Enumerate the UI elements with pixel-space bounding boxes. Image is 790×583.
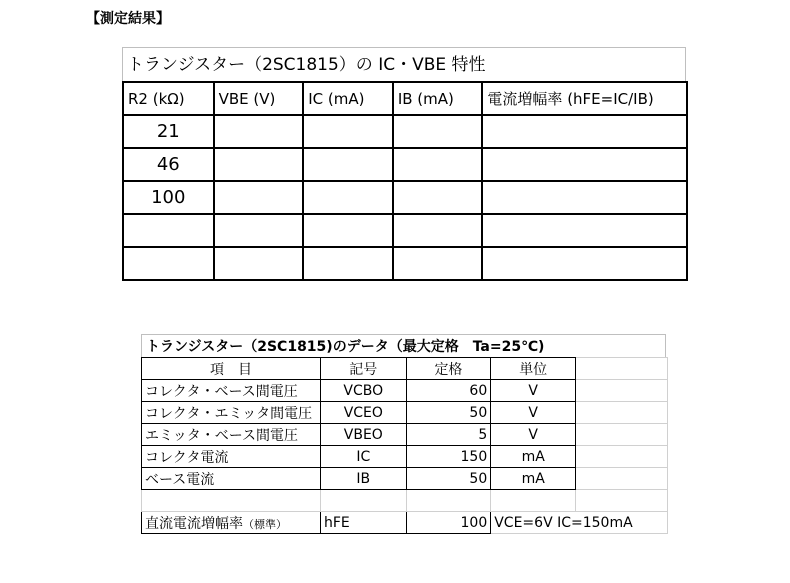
column-header: 単位 <box>491 358 576 380</box>
column-header: 定格 <box>406 358 491 380</box>
ic-cell[interactable] <box>303 148 393 181</box>
item-cell: コレクタ・ベース間電圧 <box>142 380 321 402</box>
ib-cell[interactable] <box>393 181 483 214</box>
column-header: IB (mA) <box>393 82 483 115</box>
item-cell: エミッタ・ベース間電圧 <box>142 424 321 446</box>
symbol-cell: hFE <box>320 512 406 534</box>
rating-cell: 100 <box>406 512 491 534</box>
rating-cell: 60 <box>406 380 491 402</box>
ic-cell[interactable] <box>303 214 393 247</box>
table2-header-row <box>142 358 668 380</box>
ib-cell[interactable] <box>393 115 483 148</box>
unit-cell: mA <box>491 468 576 490</box>
ic-cell[interactable] <box>303 247 393 280</box>
ib-cell[interactable] <box>393 148 483 181</box>
item-cell <box>142 512 321 534</box>
table-row <box>142 380 668 402</box>
table-row <box>123 115 687 148</box>
vbe-cell[interactable] <box>214 148 304 181</box>
empty-cell <box>576 468 668 490</box>
table1-header-row <box>123 82 687 115</box>
r2-value-cell[interactable] <box>123 214 214 247</box>
table1-title: トランジスター（2SC1815）の IC・VBE 特性 <box>122 47 686 81</box>
column-header: VBE (V) <box>214 82 304 115</box>
unit-cell: V <box>491 380 576 402</box>
condition-cell: VCE=6V IC=150mA <box>491 512 668 534</box>
vbe-cell[interactable] <box>214 181 304 214</box>
table-row <box>142 424 668 446</box>
table-row <box>123 148 687 181</box>
empty-cell <box>142 490 321 512</box>
ib-cell[interactable] <box>393 247 483 280</box>
column-header: IC (mA) <box>303 82 393 115</box>
table-row <box>142 512 668 534</box>
column-header: R2 (kΩ) <box>123 82 214 115</box>
spacer-row <box>142 490 668 512</box>
symbol-cell: VBEO <box>320 424 406 446</box>
empty-cell <box>576 380 668 402</box>
table1-grid <box>122 81 688 281</box>
table2-grid <box>141 357 668 534</box>
hfe-cell[interactable] <box>482 148 687 181</box>
vbe-cell[interactable] <box>214 115 304 148</box>
rating-cell: 150 <box>406 446 491 468</box>
transistor-characteristics-table <box>122 47 688 295</box>
empty-cell <box>491 490 576 512</box>
empty-cell <box>576 424 668 446</box>
r2-value-cell: 21 <box>123 115 214 148</box>
ic-cell[interactable] <box>303 181 393 214</box>
vbe-cell[interactable] <box>214 247 304 280</box>
ib-cell[interactable] <box>393 214 483 247</box>
r2-value-cell: 100 <box>123 181 214 214</box>
section-heading: 【測定結果】 <box>86 11 170 27</box>
empty-cell <box>320 490 406 512</box>
symbol-cell: VCEO <box>320 402 406 424</box>
hfe-cell[interactable] <box>482 115 687 148</box>
unit-cell: mA <box>491 446 576 468</box>
gain-item-label: 直流電流増幅率 <box>145 515 243 532</box>
r2-value-cell: 46 <box>123 148 214 181</box>
unit-cell: V <box>491 424 576 446</box>
column-header: 項 目 <box>142 358 321 380</box>
symbol-cell: IC <box>320 446 406 468</box>
item-cell: ベース電流 <box>142 468 321 490</box>
ic-cell[interactable] <box>303 115 393 148</box>
hfe-cell[interactable] <box>482 181 687 214</box>
gain-item-note: （標準） <box>243 517 287 531</box>
hfe-cell[interactable] <box>482 247 687 280</box>
item-cell: コレクタ電流 <box>142 446 321 468</box>
column-header: 記号 <box>320 358 406 380</box>
rating-cell: 5 <box>406 424 491 446</box>
table2-title: トランジスター（2SC1815)のデータ（最大定格 Ta=25℃) <box>141 334 666 357</box>
empty-cell <box>406 490 491 512</box>
table-row <box>142 446 668 468</box>
table-row <box>123 247 687 280</box>
column-header: 電流増幅率 (hFE=IC/IB) <box>482 82 687 115</box>
vbe-cell[interactable] <box>214 214 304 247</box>
table-row <box>142 402 668 424</box>
symbol-cell: VCBO <box>320 380 406 402</box>
table-row <box>142 468 668 490</box>
unit-cell: V <box>491 402 576 424</box>
rating-cell: 50 <box>406 468 491 490</box>
rating-cell: 50 <box>406 402 491 424</box>
empty-cell <box>576 358 668 380</box>
r2-value-cell[interactable] <box>123 247 214 280</box>
symbol-cell: IB <box>320 468 406 490</box>
empty-cell <box>576 446 668 468</box>
table-row <box>123 181 687 214</box>
empty-cell <box>576 402 668 424</box>
empty-cell <box>576 490 668 512</box>
item-cell: コレクタ・エミッタ間電圧 <box>142 402 321 424</box>
hfe-cell[interactable] <box>482 214 687 247</box>
table-row <box>123 214 687 247</box>
